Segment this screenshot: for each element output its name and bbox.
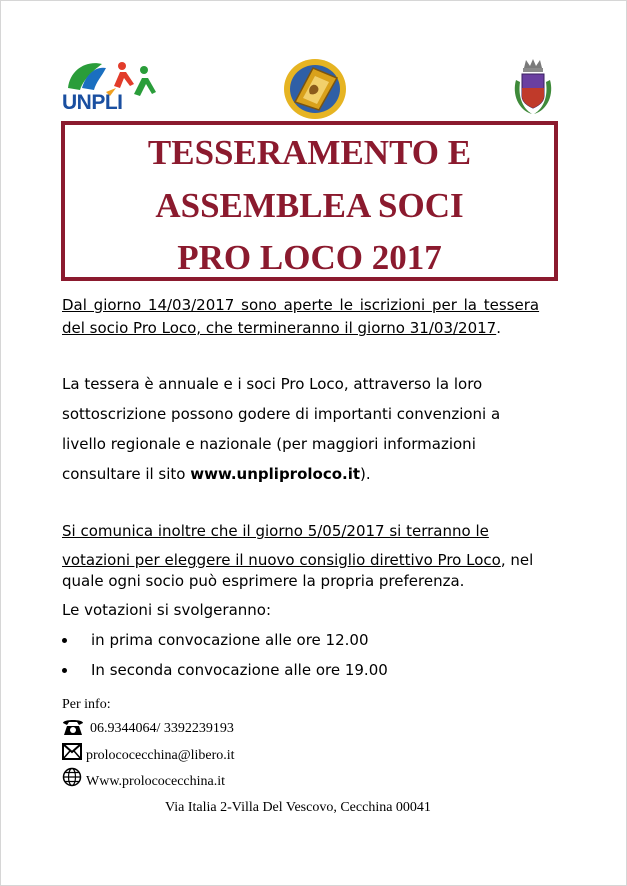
vote-line-2-underlined: votazioni per eleggere il nuovo consiglio direttivo Pro Loco — [62, 551, 501, 569]
contacts-heading: Per info: — [62, 697, 111, 712]
bullet-item: in prima convocazione alle ore 12.00 — [91, 631, 369, 649]
website-link-unpli[interactable]: www.unpliproloco.it — [190, 465, 361, 483]
body-line-3: livello regionale e nazionale (per maggiori informazioni — [62, 435, 476, 453]
address: Via Italia 2-Villa Del Vescovo, Cecchina 00041 — [165, 800, 431, 815]
intro-line-2-end: . — [496, 319, 501, 337]
emblem-graphic — [283, 58, 347, 120]
vote-line-4: Le votazioni si svolgeranno: — [62, 601, 272, 619]
body-line-1: La tessera è annuale e i soci Pro Loco, attraverso la loro — [62, 375, 483, 393]
intro-line-2: del socio Pro Loco, che termineranno il giorno 31/03/2017 — [62, 319, 497, 337]
title-line-2: ASSEMBLEA SOCI — [155, 186, 464, 225]
globe-icon — [62, 767, 82, 791]
bullet-dot — [62, 668, 67, 673]
bullet-dot — [62, 638, 67, 643]
town-crest — [512, 58, 554, 118]
title-line-1: TESSERAMENTO E — [147, 133, 472, 172]
body-line-4-pre: consultare il sito — [62, 465, 191, 483]
crest-graphic — [512, 58, 554, 118]
vote-line-2-post: , nel — [500, 551, 534, 569]
vote-line-3: quale ogni socio può esprimere la propria preferenza. — [62, 572, 465, 590]
body-line-4-post: ). — [360, 465, 371, 483]
envelope-icon — [62, 743, 82, 764]
unpli-logo — [60, 58, 160, 118]
bullet-item: In seconda convocazione alle ore 19.00 — [91, 661, 388, 679]
unpli-wordmark: UNPLI — [62, 91, 123, 114]
intro-line-1: Dal giorno 14/03/2017 sono aperte le iscrizioni per la tessera — [62, 296, 540, 314]
phone-number: 06.9344064/ 3392239193 — [90, 721, 234, 736]
title-line-3: PRO LOCO 2017 — [177, 238, 442, 277]
intro-line-2-wrap — [62, 319, 501, 337]
email-link[interactable]: prolococecchina@libero.it — [86, 748, 235, 763]
website-link[interactable]: Www.prolococecchina.it — [86, 774, 226, 789]
pro-loco-emblem — [283, 58, 347, 120]
title-box — [61, 121, 558, 281]
body-line-2: sottoscrizione possono godere di importanti convenzioni a — [62, 405, 501, 423]
vote-line-1: Si comunica inoltre che il giorno 5/05/2017 si terranno le — [62, 522, 489, 540]
vote-line-2 — [62, 551, 533, 569]
phone-icon — [62, 718, 84, 740]
body-line-4 — [62, 465, 371, 483]
